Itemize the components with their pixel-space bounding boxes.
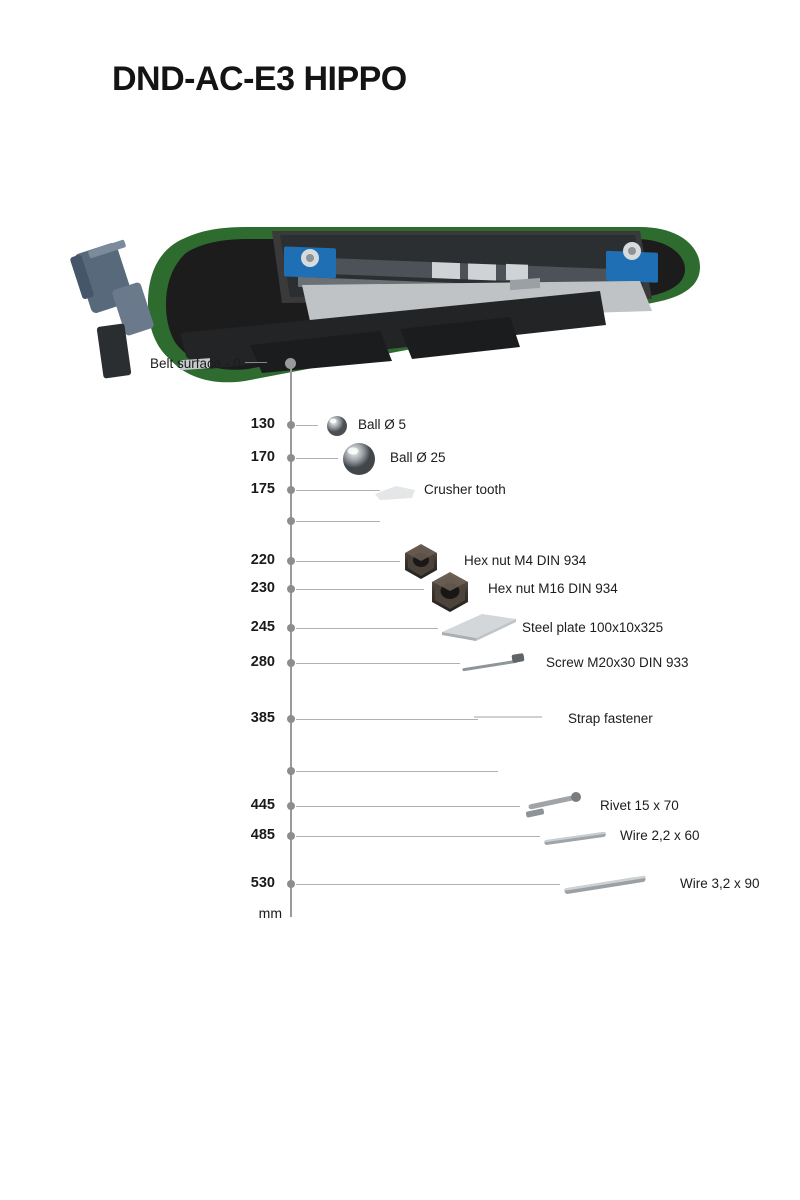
scale-tick-dot (287, 659, 295, 667)
origin-dot (285, 358, 296, 369)
steel-plate-icon (436, 608, 520, 644)
deck-plate-c (506, 264, 528, 281)
scale-tick-dot (287, 557, 295, 565)
conveyor-svg (40, 185, 700, 415)
leader-line (296, 628, 438, 629)
origin-dash (245, 362, 267, 363)
part-label: Screw M20x30 DIN 933 (546, 655, 689, 670)
strap-fastener-icon (470, 706, 550, 730)
leader-line (296, 771, 498, 772)
conveyor-illustration (40, 185, 700, 415)
part-label: Wire 2,2 x 60 (620, 828, 700, 843)
part-label: Ball Ø 25 (390, 450, 446, 465)
leader-line (296, 521, 380, 522)
scale-tick-value: 220 (250, 552, 275, 568)
scale-tick-dot (287, 585, 295, 593)
scale-tick-dot (287, 767, 295, 775)
leader-line (296, 589, 424, 590)
scale-tick-value: 280 (250, 654, 275, 670)
part-label: Ball Ø 5 (358, 417, 407, 432)
ball-small-icon (322, 410, 352, 440)
part-label: Hex nut M4 DIN 934 (464, 553, 587, 568)
scale-tick-value: 530 (250, 875, 275, 891)
ball-large-icon (338, 438, 382, 482)
leader-line (296, 719, 478, 720)
leader-line (296, 425, 318, 426)
deck-plate-b (468, 263, 496, 280)
scale-tick-value: 245 (250, 619, 275, 635)
scale-tick-value: 170 (250, 449, 275, 465)
scale-tick-dot (287, 486, 295, 494)
part-label: Wire 3,2 x 90 (680, 876, 760, 891)
deck-plate-a (432, 262, 460, 279)
scale-tick-dot (287, 517, 295, 525)
screw-icon (456, 648, 532, 674)
scale-tick-value: 445 (250, 797, 275, 813)
leader-line (296, 458, 338, 459)
scale-tick-dot (287, 715, 295, 723)
scale-tick-value: 130 (250, 416, 275, 432)
scale-tick-dot (287, 880, 295, 888)
leader-line (296, 806, 520, 807)
scale-tick-dot (287, 832, 295, 840)
rivet-icon (518, 788, 590, 824)
scale-tick-value: 175 (250, 481, 275, 497)
leader-line (296, 836, 540, 837)
leader-line (296, 561, 400, 562)
page-title: DND-AC-E3 HIPPO (112, 60, 407, 98)
scale-tick-value: 230 (250, 580, 275, 596)
bearing-block-left (284, 246, 336, 278)
wire-small-icon (538, 822, 614, 848)
foot-right (510, 278, 540, 290)
origin-label-text: Belt surface - 0 (150, 356, 241, 371)
crusher-tooth-icon (372, 478, 418, 502)
wire-large-icon (558, 866, 654, 898)
part-label: Steel plate 100x10x325 (522, 620, 664, 635)
leader-line (296, 490, 380, 491)
scale-tick-dot (287, 624, 295, 632)
part-label: Crusher tooth (424, 482, 506, 497)
part-label: Hex nut M16 DIN 934 (488, 581, 618, 596)
scale-tick-value: 485 (250, 827, 275, 843)
unit-label: mm (258, 905, 282, 921)
scale-tick-value: 385 (250, 710, 275, 726)
scale-tick-dot (287, 421, 295, 429)
scale-tick-dot (287, 802, 295, 810)
part-label: Strap fastener (568, 711, 653, 726)
leader-line (296, 884, 560, 885)
part-label: Rivet 15 x 70 (600, 798, 679, 813)
leader-line (296, 663, 460, 664)
origin-label (150, 356, 267, 371)
motor-assembly (69, 239, 154, 378)
scale-tick-dot (287, 454, 295, 462)
